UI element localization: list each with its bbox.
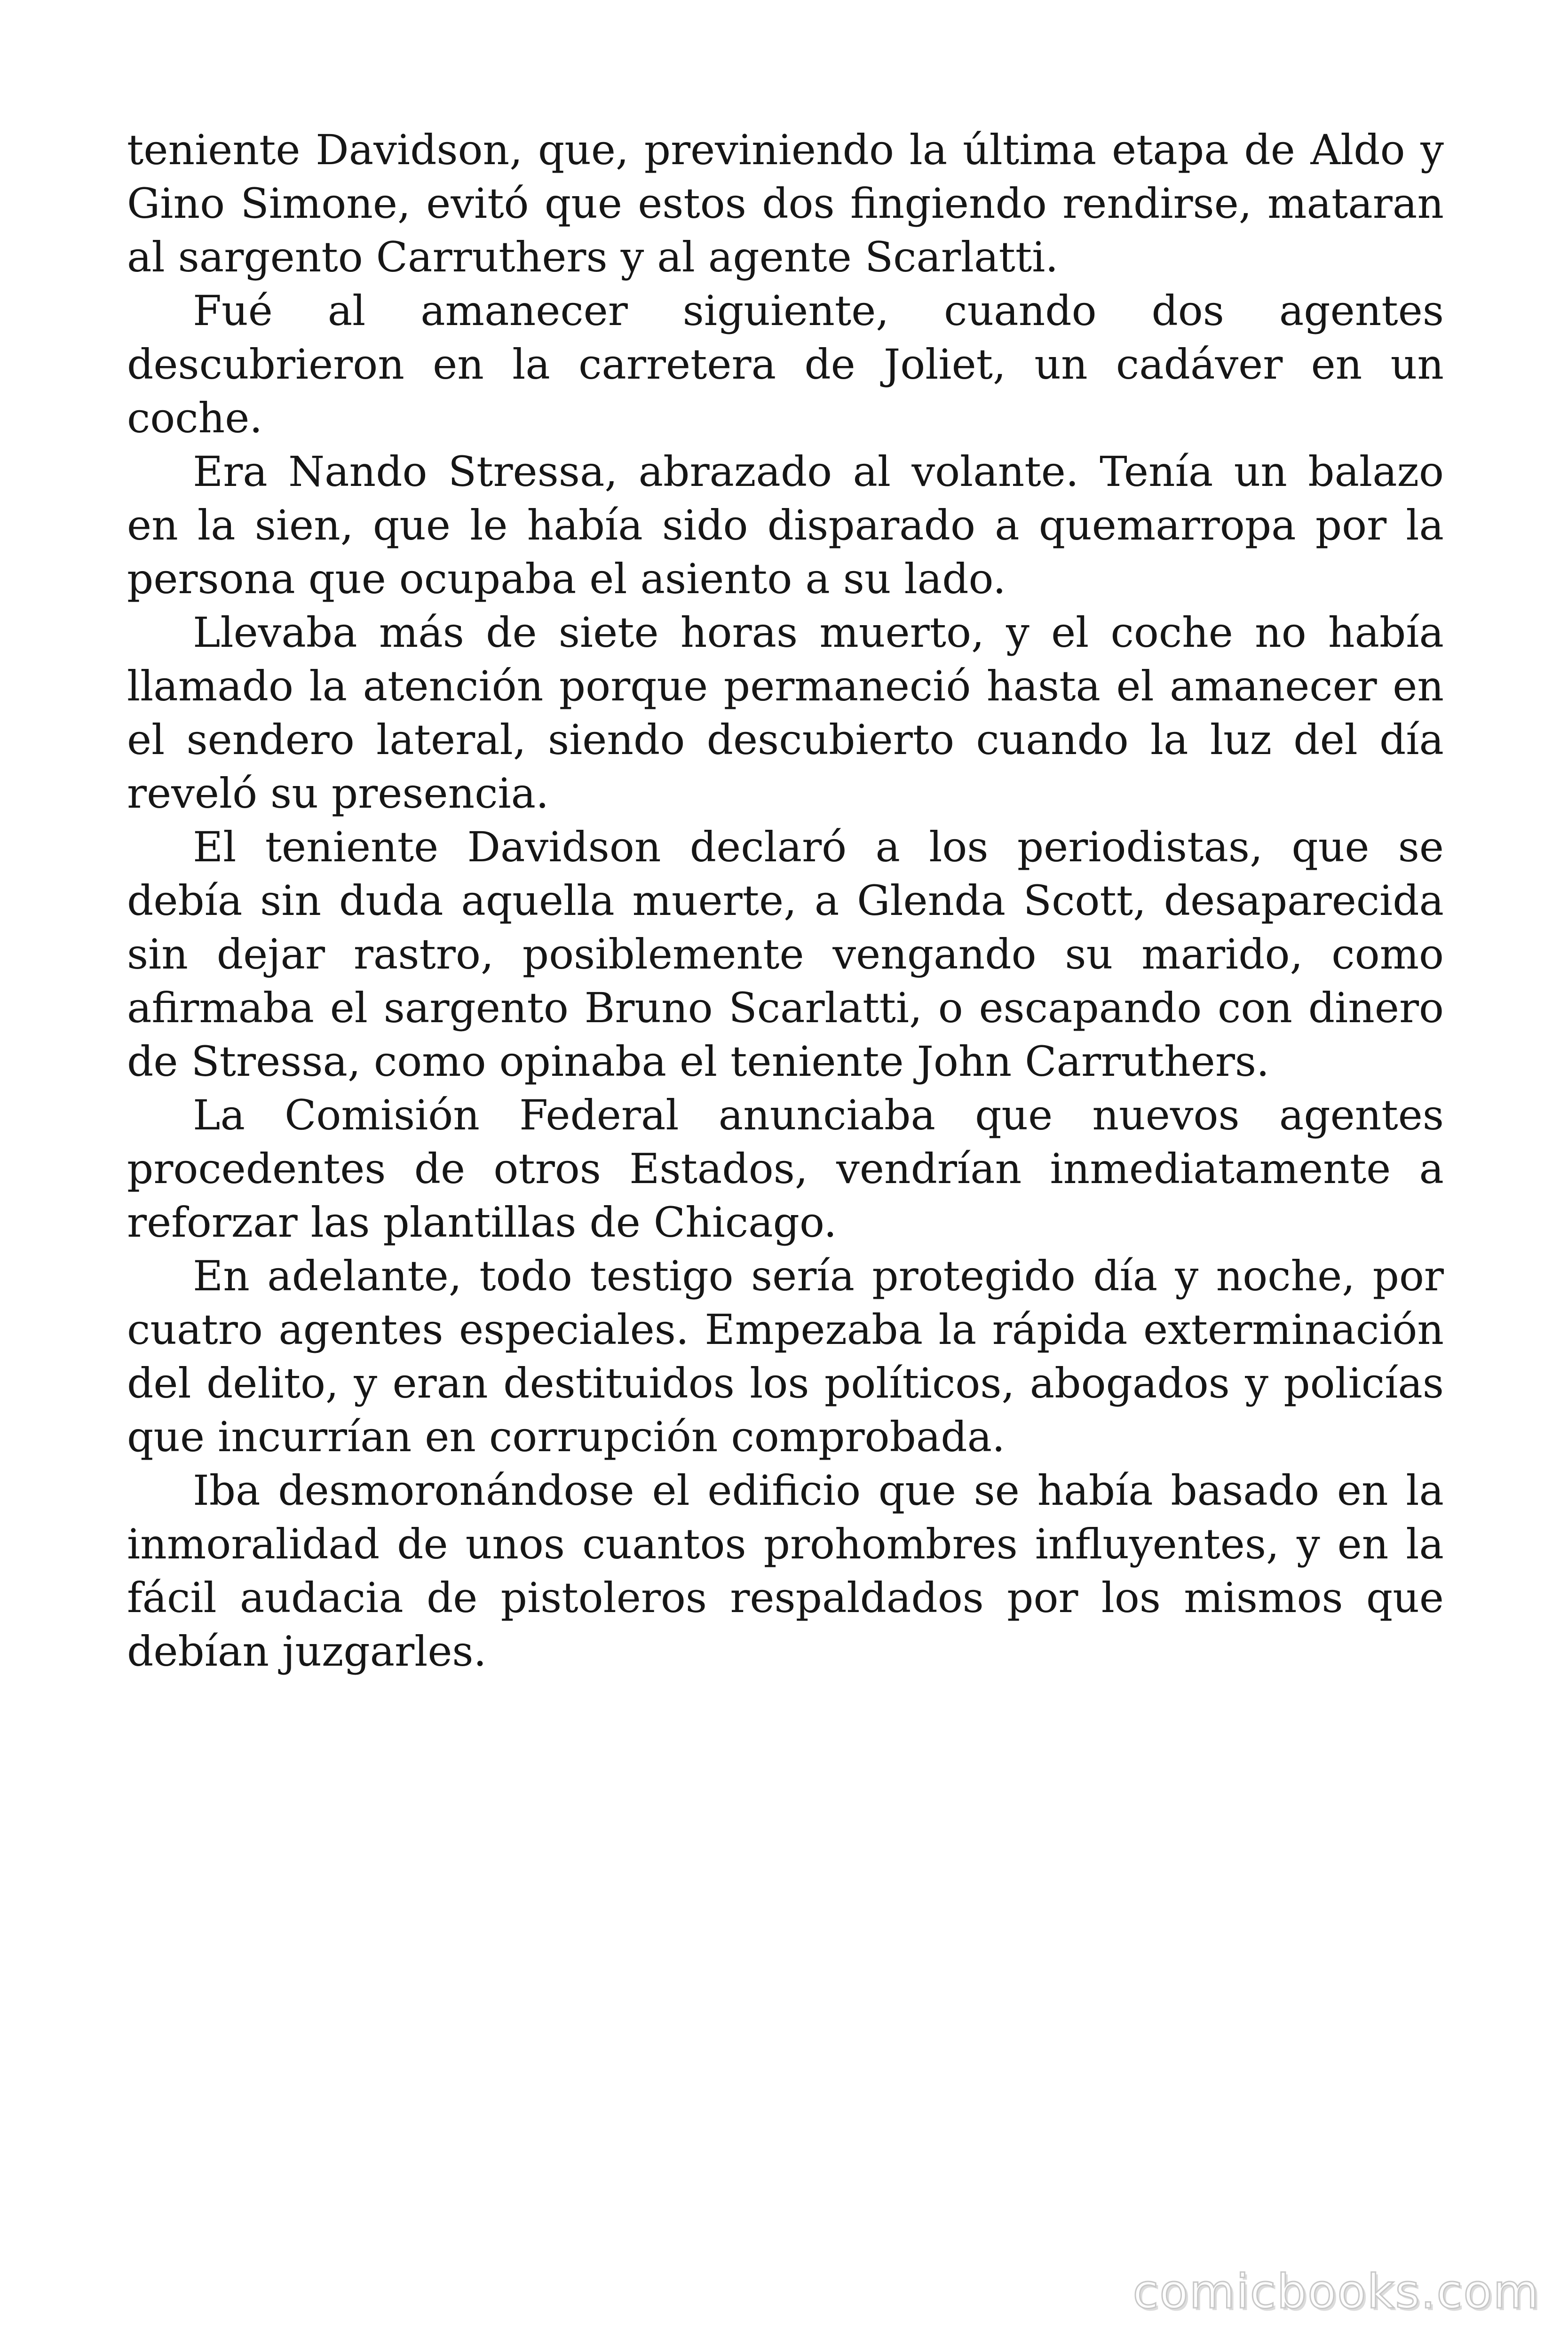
paragraph-3: Era Nando Stressa, abrazado al volante. Tenía un balazo en la sien, que le había sido disparado a quemarropa por la persona que ocupaba el asiento a su lado. xyxy=(127,447,1444,603)
paragraph-8: Iba desmoronándose el edificio que se había basado en la inmoralidad de unos cuantos prohombres influyentes, y en la fácil audacia de pistoleros respaldados por los mismos que debían juzgarles. xyxy=(127,1466,1444,1676)
paragraph-5: El teniente Davidson declaró a los periodistas, que se debía sin duda aquella muerte, a Glenda Scott, desaparecida sin dejar rastro, posiblemente vengando su marido, como afirmaba el sargento Bruno Scarlatti, o escapando con dinero de Stressa, como opinaba el teniente John Carruthers. xyxy=(127,823,1444,1086)
paragraph-6: La Comisión Federal anunciaba que nuevos agentes procedentes de otros Estados, vendrían inmediatamente a reforzar las plantillas de Chicago. xyxy=(127,1091,1444,1247)
paragraph-1: teniente Davidson, que, previniendo la última etapa de Aldo y Gino Simone, evitó que estos dos fingiendo rendirse, mataran al sargento Carruthers y al agente Scarlatti. xyxy=(127,126,1444,281)
paragraph-7: En adelante, todo testigo sería protegido día y noche, por cuatro agentes especiales. Empezaba la rápida exterminación del delito, y eran destituidos los políticos, abogados y policías que incurrían en corrupción comprobada. xyxy=(127,1252,1444,1461)
paragraph-4: Llevaba más de siete horas muerto, y el coche no había llamado la atención porque permaneció hasta el amanecer en el sendero lateral, siendo descubierto cuando la luz del día reveló su presencia. xyxy=(127,608,1444,818)
body-text xyxy=(127,123,1444,1678)
paragraph-2: Fué al amanecer siguiente, cuando dos agentes descubrieron en la carretera de Joliet, un cadáver en un coche. xyxy=(127,286,1444,442)
watermark: comicbooks.com xyxy=(1132,2264,1540,2319)
